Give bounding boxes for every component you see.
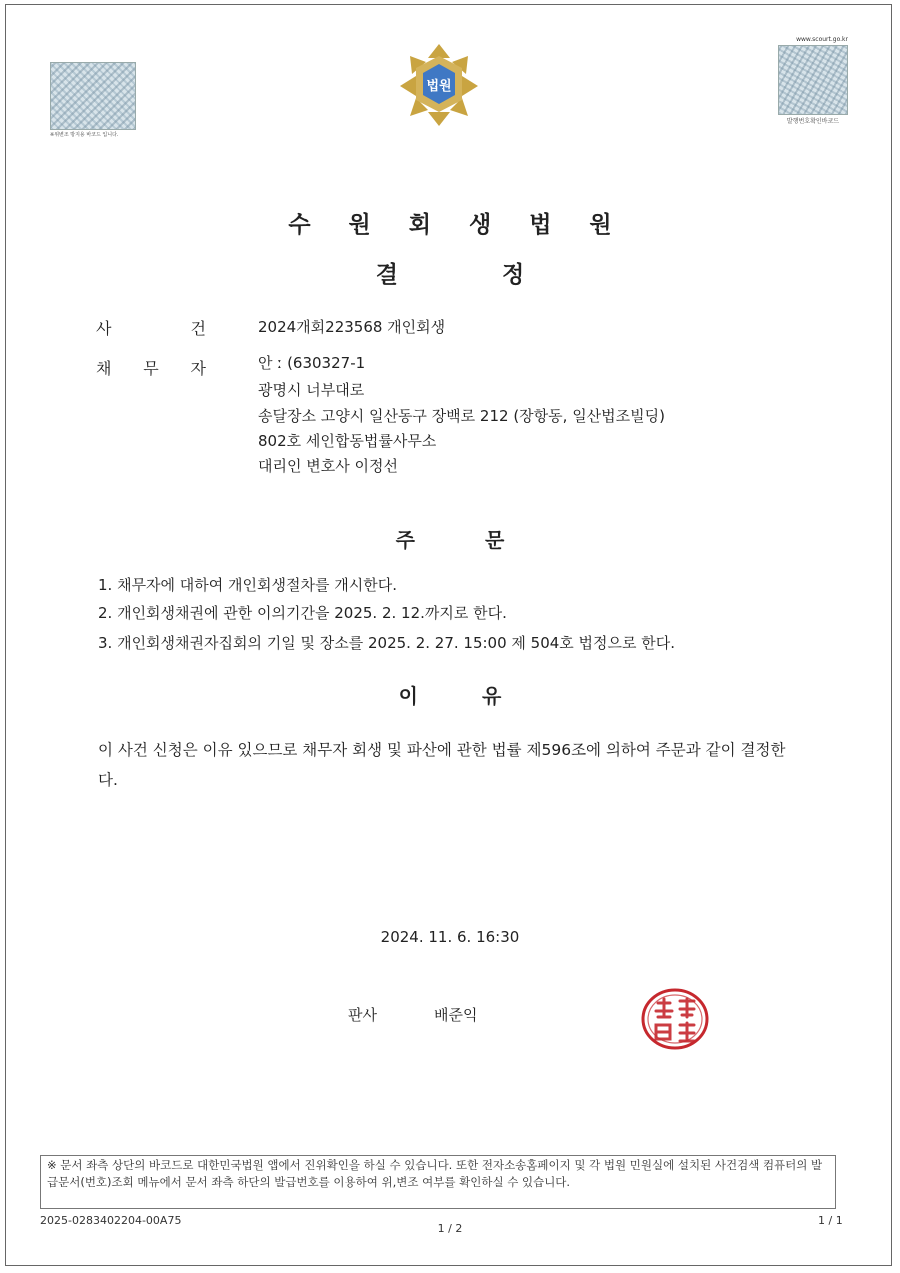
reason-section-title: 이유 bbox=[398, 684, 566, 708]
svg-text:법원: 법원 bbox=[426, 79, 452, 94]
authenticity-barcode bbox=[50, 62, 134, 138]
decision-date: 2024. 11. 6. 16:30 bbox=[380, 928, 520, 946]
court-website-url: www.scourt.go.kr bbox=[796, 36, 848, 43]
debtor-label-char: 자 bbox=[190, 359, 206, 378]
case-label bbox=[96, 316, 206, 339]
verification-notice: ※ 문서 좌측 상단의 바코드로 대한민국법원 앱에서 진위확인을 하실 수 있습니다. 또한 전자소송홈페이지 및 각 법원 민원실에 설치된 사건검색 컴퓨터의 발급문서(번호)조회 메뉴에서 문서 좌측 하단의 발급번호를 이용하여 위,변조 여부를 확인하실 수 있습니다. bbox=[40, 1155, 836, 1209]
page-indicator: 1 / 2 bbox=[437, 1222, 463, 1235]
judge-name: 배준익 bbox=[434, 1006, 478, 1024]
issue-number: 2025-0283402204-00A75 bbox=[40, 1214, 182, 1227]
service-address-detail: 802호 세인합동법률사무소 bbox=[258, 432, 437, 450]
order-item: 3. 개인회생채권자집회의 기일 및 장소를 2025. 2. 27. 15:00 제 504호 법정으로 한다. bbox=[98, 634, 676, 652]
attorney: 대리인 변호사 이정선 bbox=[258, 457, 398, 475]
case-number: 2024개회223568 개인회생 bbox=[258, 318, 446, 336]
debtor-address: 광명시 너부대로 bbox=[258, 381, 365, 399]
issue-qr-code bbox=[778, 36, 848, 125]
debtor-label-char: 무 bbox=[143, 359, 159, 378]
order-item: 1. 채무자에 대하여 개인회생절차를 개시한다. bbox=[98, 576, 397, 594]
judge-seal-stamp bbox=[640, 987, 710, 1051]
debtor-name-id: 안 ː (630327-1 bbox=[258, 354, 366, 372]
case-label-char: 건 bbox=[190, 319, 206, 338]
judge-title: 판사 bbox=[348, 1006, 377, 1024]
barcode-caption: ※위변조 방지용 바코드 입니다. bbox=[50, 132, 119, 138]
qr-caption: 발행번호확인바코드 bbox=[786, 118, 840, 125]
page-count: 1 / 1 bbox=[818, 1214, 843, 1227]
decision-title: 결정 bbox=[375, 262, 629, 288]
qr-pattern bbox=[778, 45, 848, 115]
order-section-title: 주문 bbox=[395, 528, 575, 552]
court-emblem bbox=[398, 42, 480, 126]
service-address: 송달장소 고양시 일산동구 장백로 212 (장항동, 일산법조빌딩) bbox=[258, 407, 665, 425]
debtor-label-char: 채 bbox=[96, 359, 112, 378]
debtor-label bbox=[96, 356, 206, 379]
case-label-char: 사 bbox=[96, 319, 112, 338]
barcode-pattern bbox=[50, 62, 136, 130]
reason-text: 이 사건 신청은 이유 있으므로 채무자 회생 및 파산에 관한 법률 제596조에 의하여 주문과 같이 결정한다. bbox=[98, 741, 786, 789]
order-item: 2. 개인회생채권에 관한 이의기간을 2025. 2. 12.까지로 한다. bbox=[98, 604, 507, 622]
court-name-title: 수원회생법원 bbox=[288, 212, 650, 238]
